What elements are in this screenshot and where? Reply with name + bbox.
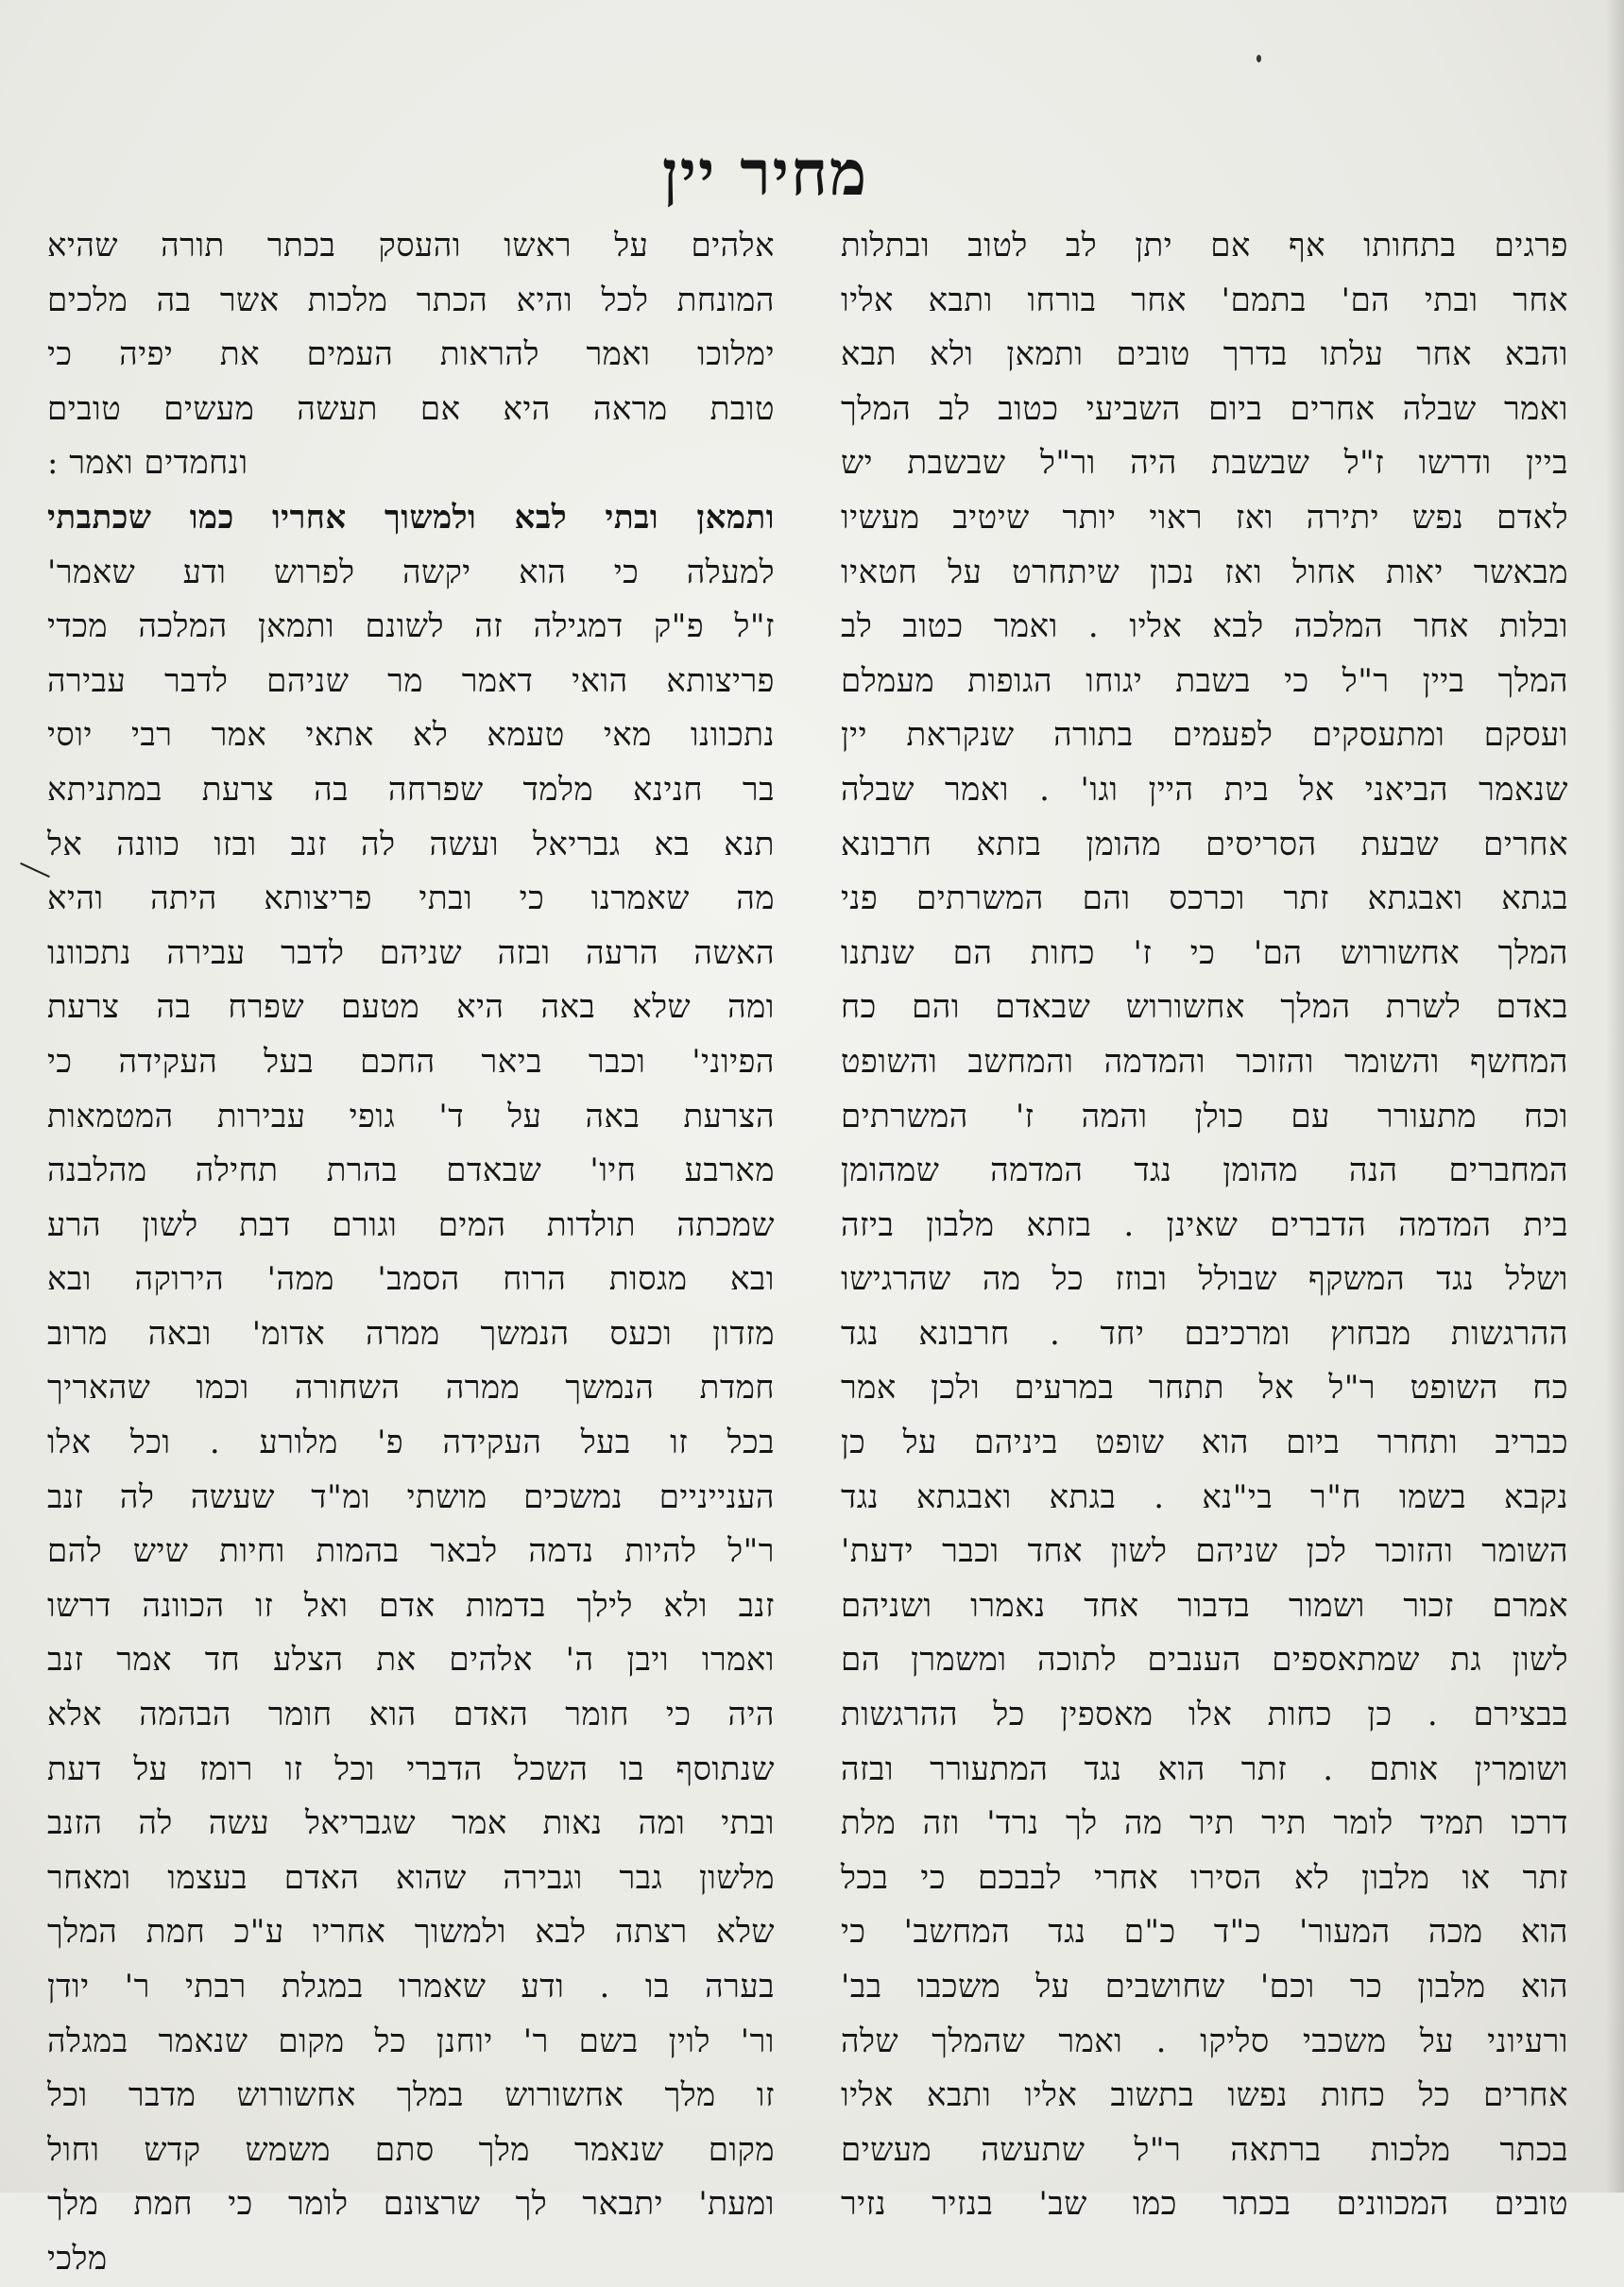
left-column-line: חמדת הנמשך ממרה השחורה וכמו שהאריך	[47, 1369, 775, 1408]
right-column-line: אמרם זכור ושמור בדבור אחד נאמרו ושניהם	[841, 1586, 1568, 1625]
right-column-line: לאדם נפש יתירה ואז ראוי יותר שיטיב מעשיו	[841, 498, 1568, 537]
left-column-line: זו מלך אחשורוש במלך אחשורוש מדבר וכל	[47, 2076, 775, 2115]
right-column-line: אחרים כל כחות נפשו בתשוב אליו ותבא אליו	[841, 2076, 1568, 2115]
right-column-line: בית המדמה הדברים שאינן . בזתא מלבון ביזה	[841, 1205, 1568, 1244]
right-column-line: המלך אחשורוש הם' כי ז' כחות הם שנתנו	[841, 933, 1568, 972]
right-column-line: מבאשר יאות אחול ואז נכון שיתחרט על חטאיו	[841, 553, 1568, 591]
left-column-line: ור' לוין בשם ר' יוחנן כל מקום שנאמר במגלה	[47, 2022, 775, 2060]
left-column-line: ונחמדים ואמר :	[47, 444, 248, 483]
left-column-line: מלכי	[47, 2239, 108, 2278]
right-column-line: אחר ובתי הם' בתמם' אחר בורחו ותבא אליו	[841, 281, 1568, 319]
right-column-line: כח השופט ר"ל אל תתחר במרעים ולכן אמר	[841, 1369, 1568, 1408]
left-column-line: ז"ל פ"ק דמגילה זה לשונם ותמאן המלכה מכדי	[47, 607, 775, 646]
left-column-line: זנב ולא לילך בדמות אדם ואל זו הכוונה דרשו	[47, 1586, 775, 1625]
running-header: מחיר יין	[661, 136, 869, 210]
left-column	[47, 219, 775, 2278]
left-column-line: הענייניים נמשכים מושתי ומ"ד שעשה לה זנב	[47, 1477, 775, 1516]
right-column-line: השומר והזוכר לכן שניהם לשון אחד וכבר ידעת'	[841, 1532, 1568, 1571]
left-column-line: בכל זו בעל העקידה פ' מלורע . וכל אלו	[47, 1424, 775, 1462]
left-column-line: ומה שלא באה היא מטעם שפרח בה צרעת	[47, 988, 775, 1027]
right-column-line: פרגים בתחותו אף אם יתן לב לטוב ובתלות	[841, 227, 1568, 265]
text-columns	[47, 219, 1568, 2278]
left-column-line: מקום שנאמר מלך סתם משמש קדש וחול	[47, 2130, 775, 2169]
left-column-line: מארבע חיו' שבאדם בהרת תחילה מהלבנה	[47, 1152, 775, 1190]
left-column-line: ובא מגסות הרוח הסמב' ממה' הירוקה ובא	[47, 1260, 775, 1299]
left-column-line: ר"ל להיות נדמה לבאר בהמות וחיות שיש להם	[47, 1532, 775, 1571]
left-column-line: למעלה כי הוא יקשה לפרוש ודע שאמר'	[47, 553, 775, 591]
left-column-line: מלשון גבר וגבירה שהוא האדם בעצמו ומאחר	[47, 1858, 775, 1897]
left-column-line: ימלוכו ואמר להראות העמים את יפיה כי	[47, 335, 775, 374]
left-column-line: בערה בו . ודע שאמרו במגלת רבתי ר' יודן	[47, 1968, 775, 2005]
left-column-line: שנתוסף בו השכל הדברי וכל זו רומז על דעת	[47, 1749, 775, 1788]
right-column-line: המחברים הנה מהומן נגד המדמה שמהומן	[841, 1152, 1568, 1190]
page-edge-shadow	[1605, 0, 1624, 2193]
right-column-line: ורעיוני על משכבי סליקו . ואמר שהמלך שלה	[841, 2022, 1568, 2060]
left-column-line: המונחת לכל והיא הכתר מלכות אשר בה מלכים	[47, 281, 775, 319]
ink-speck	[1256, 55, 1261, 62]
right-column-line: הוא מלבון כר וכם' שחושבים על משכבו בב'	[841, 1968, 1568, 2005]
right-column-line: זתר או מלבון לא הסירו אחרי לבבכם כי בכל	[841, 1858, 1568, 1897]
right-column-line: וכח מתעורר עם כולן והמה ז' המשרתים	[841, 1097, 1568, 1135]
right-column-line: אחרים שבעת הסריסים מהומן בזתא חרבונא	[841, 825, 1568, 863]
right-column	[841, 219, 1568, 2224]
left-column-line: ובתי ומה נאות אמר שגבריאל עשה לה הזנב	[47, 1804, 775, 1843]
left-column-line: שלא רצתה לבא ולמשוך אחריו ע"כ חמת המלך	[47, 1913, 775, 1952]
right-column-line: לשון גת שמתאספים הענבים לתוכה ומשמרן הם	[841, 1641, 1568, 1680]
left-column-line: בר חנינא מלמד שפרחה בה צרעת במתניתא	[47, 770, 775, 809]
left-column-line: ואמרו ויבן ה' אלהים את הצלע חד אמר זנב	[47, 1641, 775, 1680]
margin-mark	[20, 862, 50, 878]
right-column-line: בבצירם . כן כחות אלו מאספין כל ההרגשות	[841, 1696, 1568, 1734]
left-column-line: ותמאן ובתי לבא ולמשוך אחריו כמו שכתבתי	[47, 498, 775, 537]
left-column-line: מזדון וכעס הנמשך ממרה אדומ' ובאה מרוב	[47, 1314, 775, 1353]
right-column-line: ואמר שבלה אחרים ביום השביעי כטוב לב המלך	[841, 389, 1568, 428]
right-column-line: בכתר מלכות ברתאה ר"ל שתעשה מעשים	[841, 2130, 1568, 2169]
left-column-line: נתכוונו מאי טעמא לא אתאי אמר רבי יוסי	[47, 716, 775, 755]
right-column-line: באדם לשרת המלך אחשורוש שבאדם והם כח	[841, 988, 1568, 1027]
right-column-line: כבריב ותחרר ביום הוא שופט ביניהם על כן	[841, 1424, 1568, 1462]
right-column-line: הוא מכה המעור' כ"ד כ"ם נגד המחשב' כי	[841, 1913, 1568, 1952]
right-column-line: המלך ביין ר"ל כי בשבת יגוחו הגופות מעמלם	[841, 661, 1568, 700]
right-column-line: ביין ודרשו ז"ל שבשבת היה ור"ל שבשבת יש	[841, 444, 1568, 483]
left-column-line: טובת מראה היא אם תעשה מעשים טובים	[47, 389, 775, 428]
right-column-line: ושלל נגד המשקף שבולל ובוזז כל מה שהרגישו	[841, 1260, 1568, 1299]
right-column-line: טובים המכוונים בכתר כמו שב' בנזיר נזיר	[841, 2185, 1568, 2224]
right-column-line: בגתא ואבגתא זתר וכרכס והם המשרתים פני	[841, 879, 1568, 918]
right-column-line: דרכו תמיד לומר תיר תיר מה לך נרד' וזה מלת	[841, 1804, 1568, 1843]
right-column-line: ההרגשות מבחוץ ומרכיבם יחד . חרבונא נגד	[841, 1314, 1568, 1353]
right-column-line: ובלות אחר המלכה לבא אליו . ואמר כטוב לב	[841, 607, 1568, 646]
left-column-line: מה שאמרנו כי ובתי פריצותא היתה והיא	[47, 879, 775, 918]
left-column-line: שמכתה תולדות המים וגורם דבת לשון הרע	[47, 1205, 775, 1244]
left-column-line: הפיוני' וכבר ביאר החכם בעל העקידה כי	[47, 1042, 775, 1081]
left-column-line: אלהים על ראשו והעסק בכתר תורה שהיא	[47, 227, 775, 265]
right-column-line: שנאמר הביאני אל בית היין וגו' . ואמר שבלה	[841, 770, 1568, 809]
right-column-line: ושומרין אותם . זתר הוא נגד המתעורר ובזה	[841, 1749, 1568, 1788]
left-column-line: האשה הרעה ובזה שניהם לדבר עבירה נתכוונו	[47, 933, 775, 972]
right-column-line: נקבא בשמו ח"ר בי"נא . בגתא ואבגתא נגד	[841, 1477, 1568, 1516]
left-column-line: תנא בא גבריאל ועשה לה זנב ובזו כוונה אל	[47, 825, 775, 863]
left-column-line: פריצותא הואי דאמר מר שניהם לדבר עבירה	[47, 661, 775, 700]
right-column-line: המחשף והשומר והזוכר והמדמה והמחשב והשופט	[841, 1042, 1568, 1081]
left-column-line: ומעת' יתבאר לך שרצונם לומר כי חמת מלך	[47, 2185, 775, 2224]
left-column-line: היה כי חומר האדם הוא חומר הבהמה אלא	[47, 1696, 775, 1734]
left-column-line: הצרעת באה על ד' גופי עבירות המטמאות	[47, 1097, 775, 1135]
right-column-line: ועסקם ומתעסקים לפעמים בתורה שנקראת יין	[841, 716, 1568, 755]
right-column-line: והבא אחר עלתו בדרך טובים ותמאן ולא תבא	[841, 335, 1568, 374]
